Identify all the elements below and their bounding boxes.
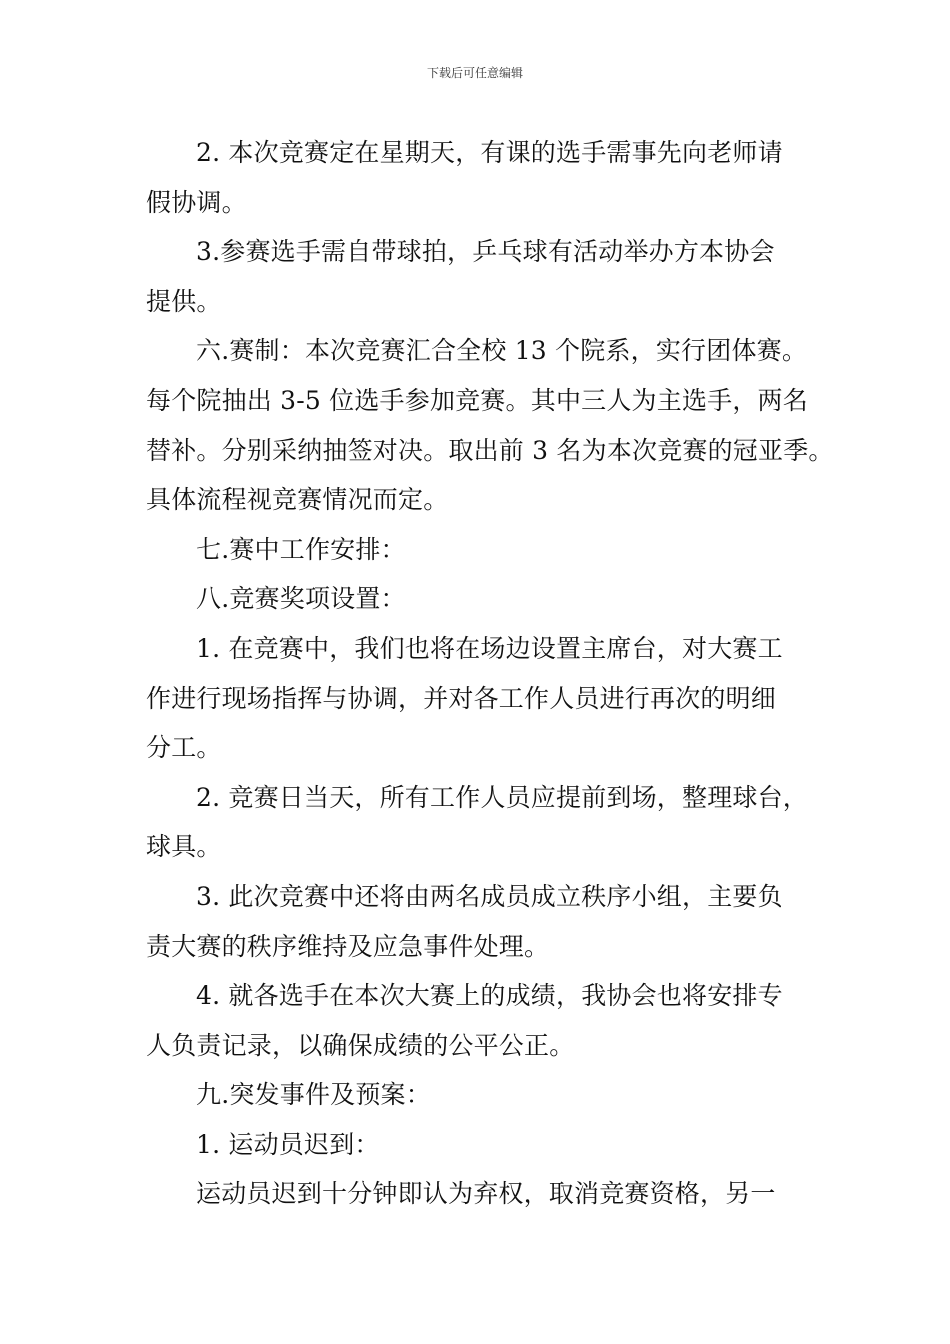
text-line: 七.赛中工作安排： bbox=[196, 534, 406, 564]
document-body bbox=[146, 128, 834, 1219]
text-line: 具体流程视竞赛情况而定。 bbox=[146, 485, 449, 515]
text-line: 球具。 bbox=[146, 832, 222, 862]
text-line: 3. 此次竞赛中还将由两名成员成立秩序小组，主要负 bbox=[196, 881, 783, 911]
text-line: 2. 本次竞赛定在星期天，有课的选手需事先向老师请 bbox=[196, 138, 783, 167]
text-line: 3.参赛选手需自带球拍，乒乓球有活动举办方本协会 bbox=[196, 237, 775, 267]
text-line: 1. 运动员迟到： bbox=[196, 1129, 380, 1159]
text-line: 六.赛制：本次竞赛汇合全校 13 个院系，实行团体赛。 bbox=[196, 336, 808, 366]
text-line: 八.竞赛奖项设置： bbox=[196, 584, 406, 614]
text-line: 替补。分别采纳抽签对决。取出前 3 名为本次竞赛的冠亚季。 bbox=[146, 435, 834, 465]
text-line: 4. 就各选手在本次大赛上的成绩，我协会也将安排专 bbox=[196, 981, 783, 1011]
text-line: 1. 在竞赛中，我们也将在场边设置主席台，对大赛工 bbox=[196, 633, 783, 663]
text-line: 作进行现场指挥与协调，并对各工作人员进行再次的明细 bbox=[146, 683, 777, 713]
text-line: 责大赛的秩序维持及应急事件处理。 bbox=[146, 931, 550, 961]
text-line: 提供。 bbox=[146, 286, 222, 316]
text-line: 分工。 bbox=[146, 733, 222, 763]
text-line: 假协调。 bbox=[146, 187, 247, 217]
text-line: 人负责记录，以确保成绩的公平公正。 bbox=[146, 1030, 575, 1060]
text-line: 运动员迟到十分钟即认为弃权，取消竞赛资格，另一 bbox=[196, 1179, 776, 1209]
text-line: 2. 竞赛日当天，所有工作人员应提前到场，整理球台， bbox=[196, 782, 809, 812]
text-line: 九.突发事件及预案： bbox=[196, 1080, 431, 1110]
text-line: 每个院抽出 3-5 位选手参加竞赛。其中三人为主选手，两名 bbox=[146, 385, 808, 415]
page-header: 下载后可任意编辑 bbox=[426, 66, 523, 80]
